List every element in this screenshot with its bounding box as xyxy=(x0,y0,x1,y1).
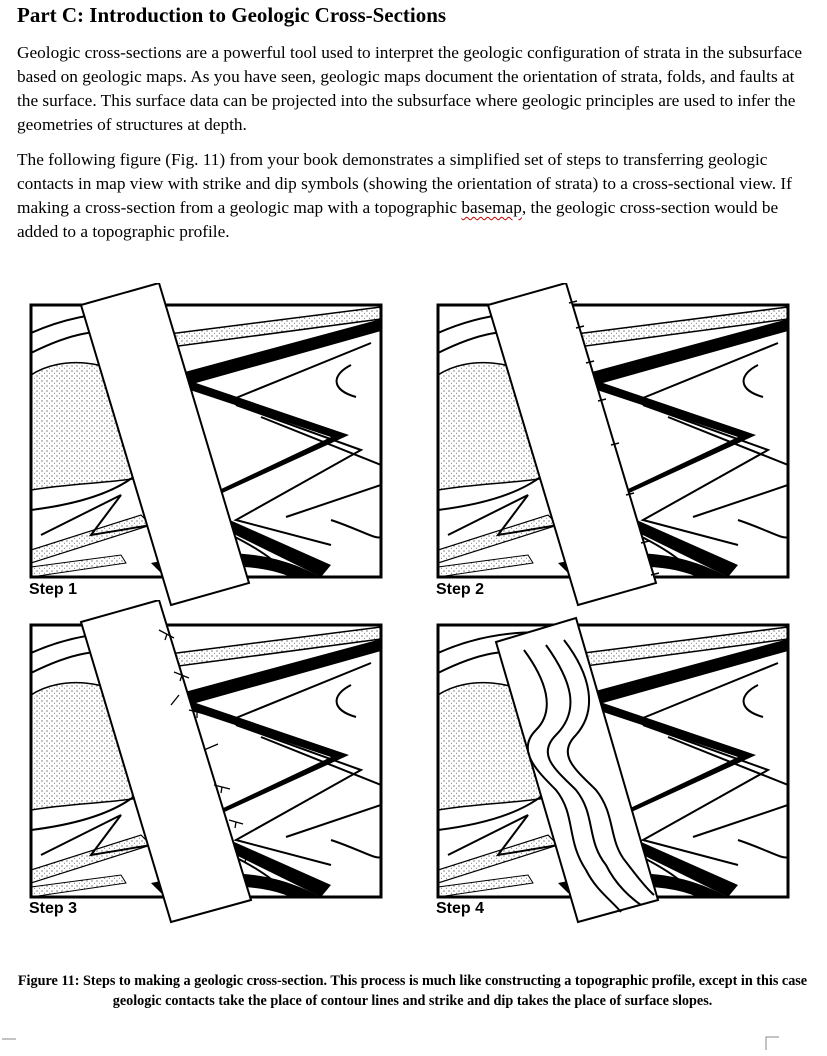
figure-description-paragraph xyxy=(17,148,807,244)
intro-paragraph: Geologic cross-sections are a powerful tool used to interpret the geologic configuration of strata in the subsurface based on geologic maps. As you have seen, geologic maps document the orientation of strata, folds, and faults at the surface. This surface data can be projected into the subsurface where geologic principles are used to infer the geometries of structures at depth. xyxy=(17,43,803,134)
step-2-label: Step 2 xyxy=(436,581,485,598)
figure-caption: Figure 11: Steps to making a geologic cross-section. This process is much like constructing a topographic profile, except in this case geologic contacts take the place of contour lines and strike and dip takes the place of surface slopes. xyxy=(17,973,808,1009)
figure-step-3-panel xyxy=(29,600,389,930)
paragraph-text-end: , the geologic cross-section would be added to a topographic profile. xyxy=(17,198,779,241)
page-corner-mark-left xyxy=(2,1038,16,1052)
page-corner-mark-right xyxy=(765,1036,779,1050)
step-4-label: Step 4 xyxy=(436,900,485,917)
figure-step-1-panel xyxy=(29,283,389,613)
step-1-label: Step 1 xyxy=(29,581,78,598)
figure-step-4-panel xyxy=(436,600,796,930)
step-3-label: Step 3 xyxy=(29,900,78,917)
page-title: Part C: Introduction to Geologic Cross-Sections xyxy=(17,3,447,27)
figure-step-2-panel xyxy=(436,283,796,613)
spellcheck-underlined-word: basemap xyxy=(461,198,522,217)
paragraph-text-start: The following figure (Fig. 11) from your book demonstrates a simplified set of steps to transferring geologic contacts in map view with strike and dip symbols (showing the orientation of strata) to a cross-sectional view. If making a cross-section from a geologic map with a topographic xyxy=(17,150,792,217)
